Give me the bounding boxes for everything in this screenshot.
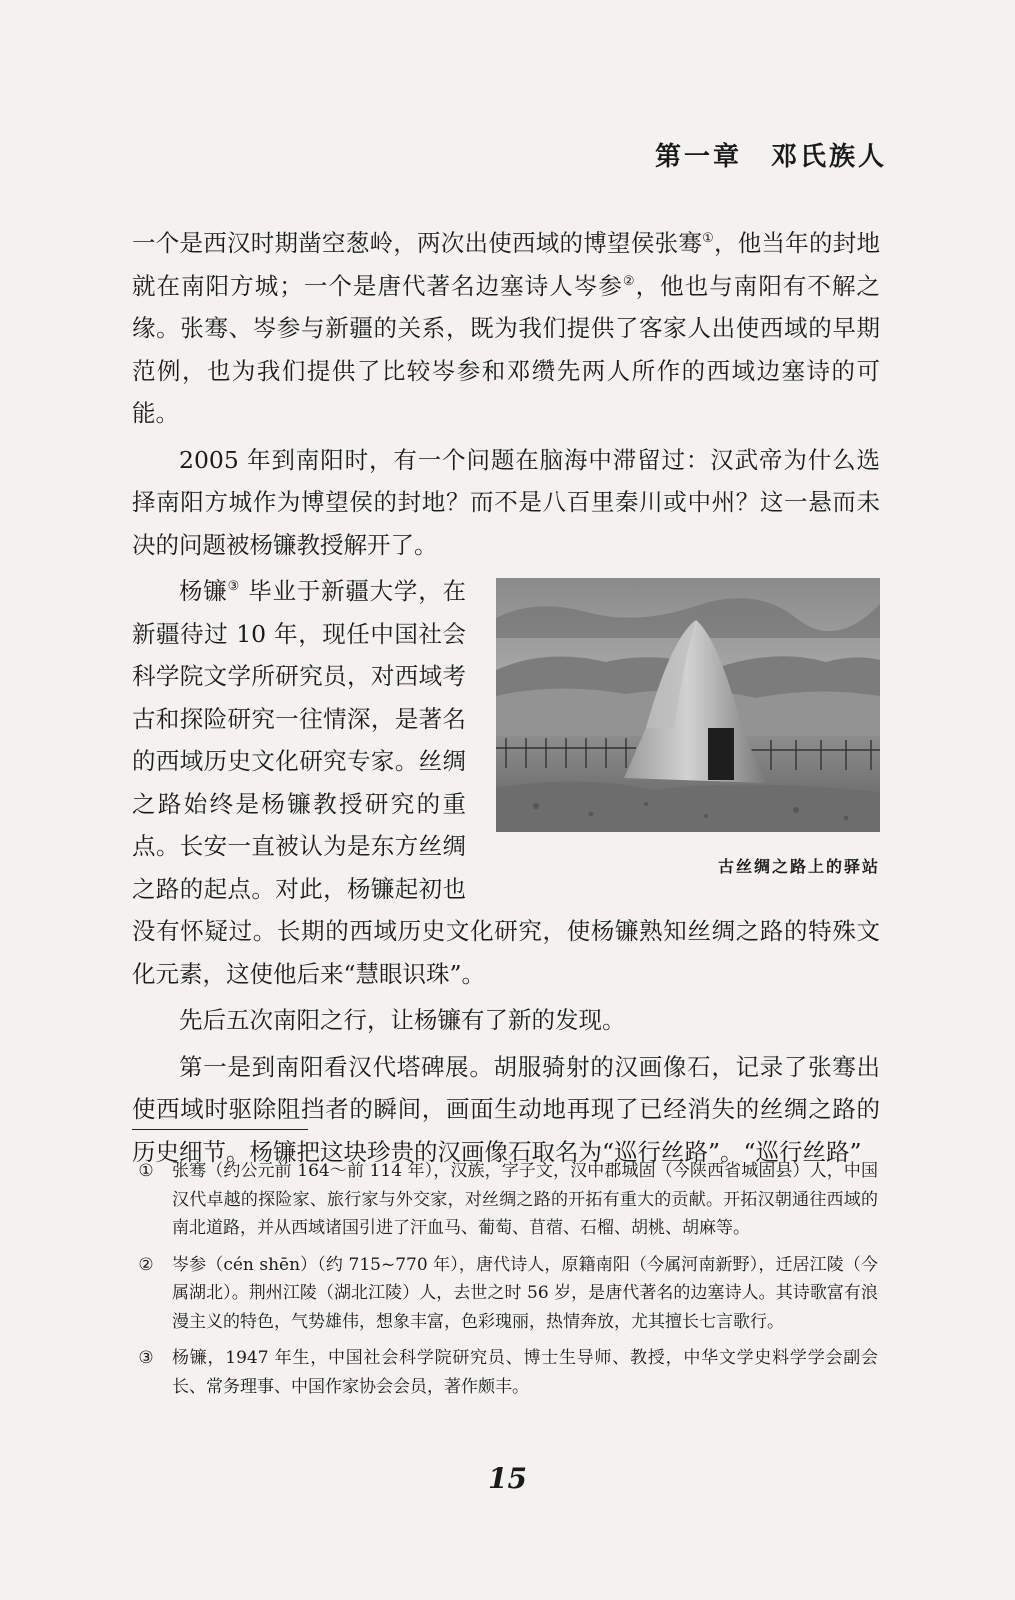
footnote-mark: ② <box>138 1254 154 1275</box>
paragraph-3: 杨镰③ 毕业于新疆大学，在新疆待过 10 年，现任中国社会科学院文学所研究员，对西域考古和探险研究一往情深，是著名的西域历史文化研究专家。丝绸之路始终是杨镰教授研究的重点。长安一直被认为是东方丝绸之路的起点。对此，杨镰起初也没有怀疑过。长期的西域历史文化研究，使杨镰熟知丝绸之路的特殊文化元素，这使他后来“慧眼识珠”。 <box>132 577 880 988</box>
paragraph-1: 一个是西汉时期凿空葱岭，两次出使西域的博望侯张骞①，他当年的封地就在南阳方城；一个是唐代著名边塞诗人岑参②，他也与南阳有不解之缘。张骞、岑参与新疆的关系，既为我们提供了客家人出使西域的早期范例，也为我们提供了比较岑参和邓缵先两人所作的西域边塞诗的可能。 <box>132 229 881 427</box>
paragraph-2: 2005 年到南阳时，有一个问题在脑海中滞留过：汉武帝为什么选择南阳方城作为博望侯的封地？而不是八百里秦川或中州？这一悬而未决的问题被杨镰教授解开了。 <box>132 445 880 559</box>
running-head: 第一章 邓氏族人 <box>654 142 887 172</box>
body-text <box>132 222 880 1177</box>
footnote-ref-1[interactable]: ① <box>702 231 714 247</box>
paragraph-4: 先后五次南阳之行，让杨镰有了新的发现。 <box>179 1006 626 1034</box>
page-number: 15 <box>488 1462 527 1495</box>
figure <box>496 578 880 889</box>
footnote-divider <box>132 1129 308 1130</box>
footnotes <box>138 1157 878 1409</box>
footnote-mark: ① <box>138 1161 154 1181</box>
footnote-ref-3[interactable]: ③ <box>227 579 240 595</box>
footnote-ref-2[interactable]: ② <box>622 273 636 289</box>
footnote-3 <box>138 1344 878 1401</box>
footnote-mark: ③ <box>138 1348 154 1368</box>
footnote-text: 杨镰，1947 年生，中国社会科学院研究员、博士生导师、教授，中华文学史料学学会副会长、常务理事、中国作家协会会员，著作颇丰。 <box>172 1348 878 1397</box>
station-photo <box>496 578 880 832</box>
figure-caption: 古丝绸之路上的驿站 <box>717 857 880 876</box>
footnote-2 <box>138 1251 878 1337</box>
paragraph-5: 第一是到南阳看汉代塔碑展。胡服骑射的汉画像石，记录了张骞出使西域时驱除阻挡者的瞬间，画面生动地再现了已经消失的丝绸之路的历史细节。杨镰把这块珍贵的汉画像石取名为“巡行丝路”。“巡行丝路” <box>132 1052 880 1166</box>
footnote-1 <box>138 1157 878 1243</box>
footnote-text: 张骞（约公元前 164～前 114 年），汉族，字子文，汉中郡城固（今陕西省城固县）人，中国汉代卓越的探险家、旅行家与外交家，对丝绸之路的开拓有重大的贡献。开拓汉朝通往西域的南北道路，并从西域诸国引进了汗血马、葡萄、苜蓿、石榴、胡桃、胡麻等。 <box>172 1161 878 1238</box>
footnote-text: 岑参（cén shēn）（约 715~770 年），唐代诗人，原籍南阳（今属河南新野），迁居江陵（今属湖北）。荆州江陵（湖北江陵）人，去世之时 56 岁，是唐代著名的边塞诗人。其诗歌富有浪漫主义的特色，气势雄伟，想象丰富，色彩瑰丽，热情奔放，尤其擅长七言歌行。 <box>172 1254 878 1332</box>
